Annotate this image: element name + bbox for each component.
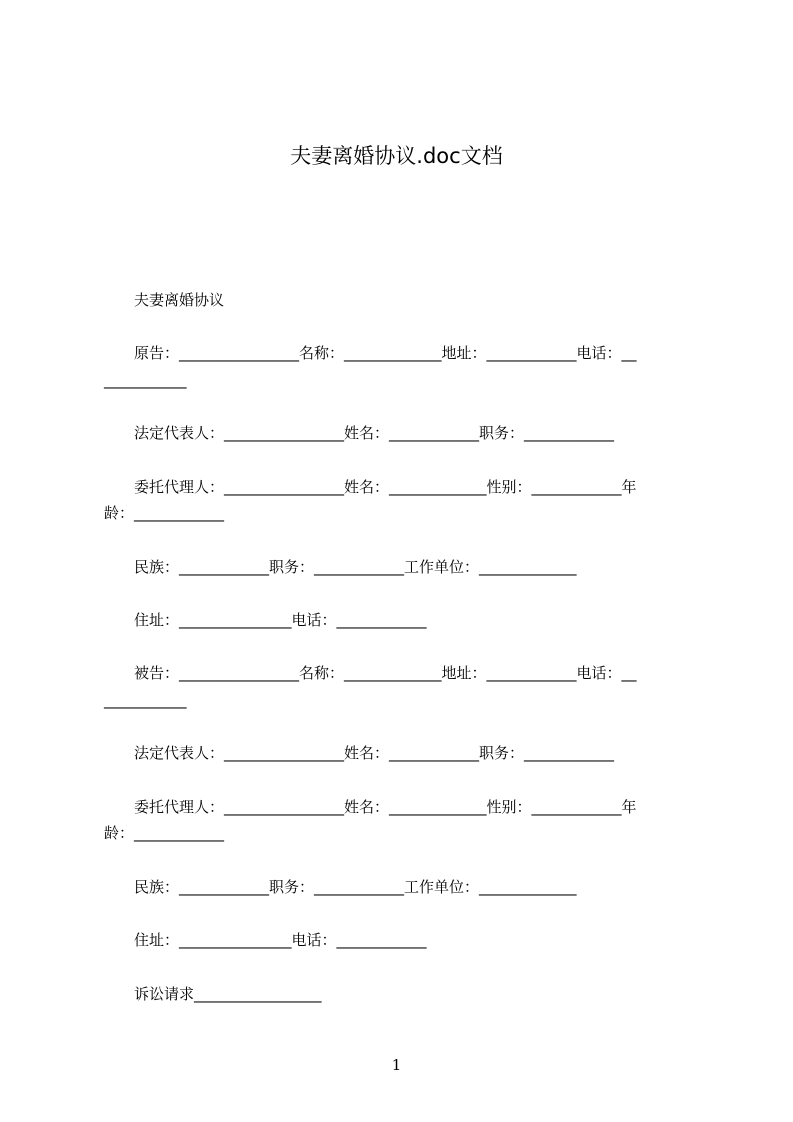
litigation-claim-line: 诉讼请求_________________: [104, 985, 322, 1003]
plaintiff-info-line-continued: ___________: [104, 371, 187, 389]
document-title: 夫妻离婚协议.doc文档: [290, 144, 503, 168]
plaintiff-agent-line: 委托代理人：________________姓名：_____________性别：____________年: [104, 478, 637, 496]
plaintiff-legal-representative-line: 法定代表人：________________姓名：____________职务：____________: [104, 424, 615, 442]
page-number: 1: [391, 1056, 402, 1074]
defendant-ethnicity-line: 民族：____________职务：____________工作单位：_____________: [104, 878, 577, 896]
plaintiff-ethnicity-line: 民族：____________职务：____________工作单位：_____________: [104, 558, 577, 576]
defendant-legal-representative-line: 法定代表人：________________姓名：____________职务：____________: [104, 744, 615, 762]
plaintiff-info-line: 原告：________________名称：_____________地址：____________电话：__: [104, 344, 637, 362]
defendant-info-line: 被告：________________名称：_____________地址：____________电话：__: [104, 664, 637, 682]
defendant-address-line: 住址：_______________电话：____________: [104, 931, 427, 949]
plaintiff-agent-age-line: 龄：____________: [104, 504, 225, 522]
defendant-agent-line: 委托代理人：________________姓名：_____________性别：____________年: [104, 798, 637, 816]
defendant-info-line-continued: ___________: [104, 691, 187, 709]
defendant-agent-age-line: 龄：____________: [104, 824, 225, 842]
agreement-heading: 夫妻离婚协议: [104, 291, 225, 309]
plaintiff-address-line: 住址：_______________电话：____________: [104, 611, 427, 629]
